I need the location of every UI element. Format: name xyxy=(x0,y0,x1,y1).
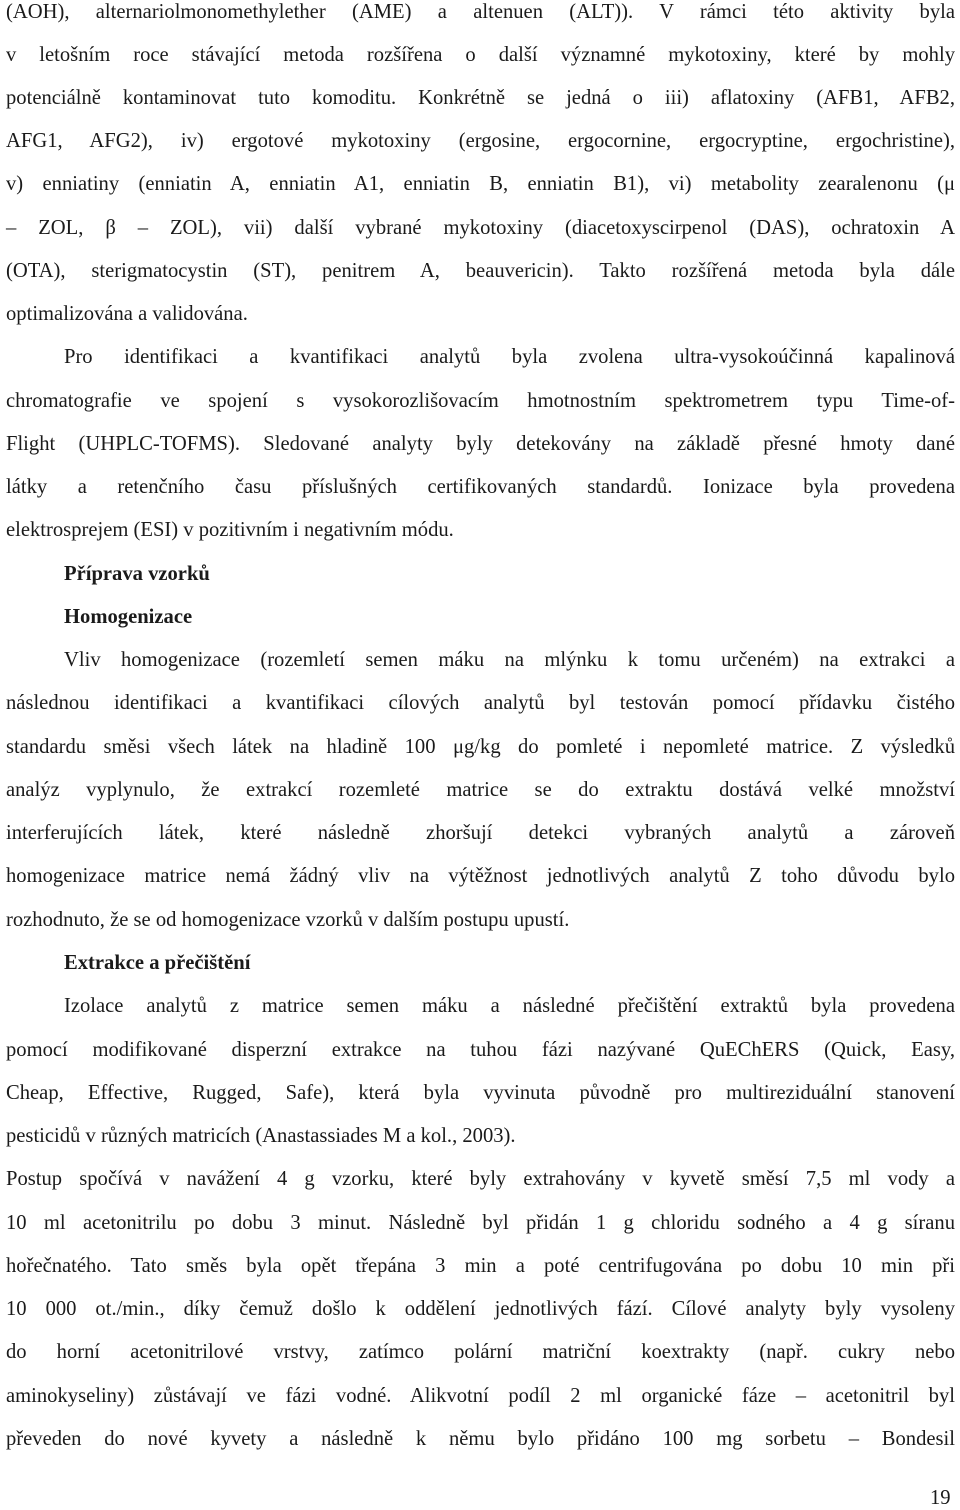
text-line: do horní acetonitrilové vrstvy, zatímco polární matriční koextrakty (např. cukry nebo xyxy=(6,1341,955,1363)
text-line: pomocí modifikované disperzní extrakce na tuhou fázi nazývané QuEChERS (Quick, Easy, xyxy=(6,1039,955,1061)
text-line: (OTA), sterigmatocystin (ST), penitrem A, beauvericin). Takto rozšířená metoda byla dále xyxy=(6,260,955,282)
subsection-heading: Extrakce a přečištění xyxy=(64,952,251,974)
text-line: pesticidů v různých matricích (Anastassiades M a kol., 2003). xyxy=(6,1125,516,1147)
text-line: standardu směsi všech látek na hladině 100 μg/kg do pomleté i nepomleté matrice. Z výsledků xyxy=(6,736,955,758)
text-line: Flight (UHPLC-TOFMS). Sledované analyty byly detekovány na základě přesné hmoty dané xyxy=(6,433,955,455)
text-line: optimalizována a validována. xyxy=(6,303,248,325)
text-line: následnou identifikaci a kvantifikaci cílových analytů byl testován pomocí přídavku čistého xyxy=(6,692,955,714)
text-line: Pro identifikaci a kvantifikaci analytů byla zvolena ultra-vysokoúčinná kapalinová xyxy=(64,346,955,368)
text-line: potenciálně kontaminovat tuto komoditu. Konkrétně se jedná o iii) aflatoxiny (AFB1, AFB2, xyxy=(6,87,955,109)
text-line: AFG1, AFG2), iv) ergotové mykotoxiny (ergosine, ergocornine, ergocryptine, ergochristine), xyxy=(6,130,955,152)
text-line: hořečnatého. Tato směs byla opět třepána 3 min a poté centrifugována po dobu 10 min při xyxy=(6,1255,955,1277)
subsection-heading: Homogenizace xyxy=(64,606,193,628)
text-line: analýz vyplynulo, že extrakcí rozemleté matrice se do extraktu dostává velké množství xyxy=(6,779,955,801)
text-line: (AOH), alternariolmonomethylether (AME) a altenuen (ALT)). V rámci této aktivity byla xyxy=(6,1,955,23)
text-line: chromatografie ve spojení s vysokorozlišovacím hmotnostním spektrometrem typu Time-of- xyxy=(6,390,955,412)
text-line: v letošním roce stávající metoda rozšířena o další významné mykotoxiny, které by mohly xyxy=(6,44,955,66)
text-line: Postup spočívá v navážení 4 g vzorku, které byly extrahovány v kyvetě směsí 7,5 ml vody a xyxy=(6,1168,955,1190)
text-line: rozhodnuto, že se od homogenizace vzorků v dalším postupu upustí. xyxy=(6,909,570,931)
text-line: Cheap, Effective, Rugged, Safe), která byla vyvinuta původně pro multireziduální stanovení xyxy=(6,1082,955,1104)
text-line: Vliv homogenizace (rozemletí semen máku na mlýnku k tomu určeném) na extrakci a xyxy=(64,649,955,671)
text-line: interferujících látek, které následně zhoršují detekci vybraných analytů a zároveň xyxy=(6,822,955,844)
text-line: homogenizace matrice nemá žádný vliv na výtěžnost jednotlivých analytů Z toho důvodu bylo xyxy=(6,865,955,887)
text-line: – ZOL, β – ZOL), vii) další vybrané mykotoxiny (diacetoxyscirpenol (DAS), ochratoxin A xyxy=(6,217,955,239)
text-line: Izolace analytů z matrice semen máku a následné přečištění extraktů byla provedena xyxy=(64,995,955,1017)
text-line: 10 ml acetonitrilu po dobu 3 minut. Následně byl přidán 1 g chloridu sodného a 4 g síranu xyxy=(6,1212,955,1234)
text-line: elektrosprejem (ESI) v pozitivním i negativním módu. xyxy=(6,519,454,541)
page-number: 19 xyxy=(930,1487,951,1509)
text-line: látky a retenčního času příslušných certifikovaných standardů. Ionizace byla provedena xyxy=(6,476,955,498)
text-line: v) enniatiny (enniatin A, enniatin A1, enniatin B, enniatin B1), vi) metabolity zearalenonu (μ xyxy=(6,173,955,195)
text-line: převeden do nové kyvety a následně k němu bylo přidáno 100 mg sorbetu – Bondesil xyxy=(6,1428,955,1450)
text-line: aminokyseliny) zůstávají ve fázi vodné. Alikvotní podíl 2 ml organické fáze – acetonitril byl xyxy=(6,1385,955,1407)
text-line: 10 000 ot./min., díky čemuž došlo k oddělení jednotlivých fází. Cílové analyty byly vysoleny xyxy=(6,1298,955,1320)
section-heading: Příprava vzorků xyxy=(64,563,210,585)
